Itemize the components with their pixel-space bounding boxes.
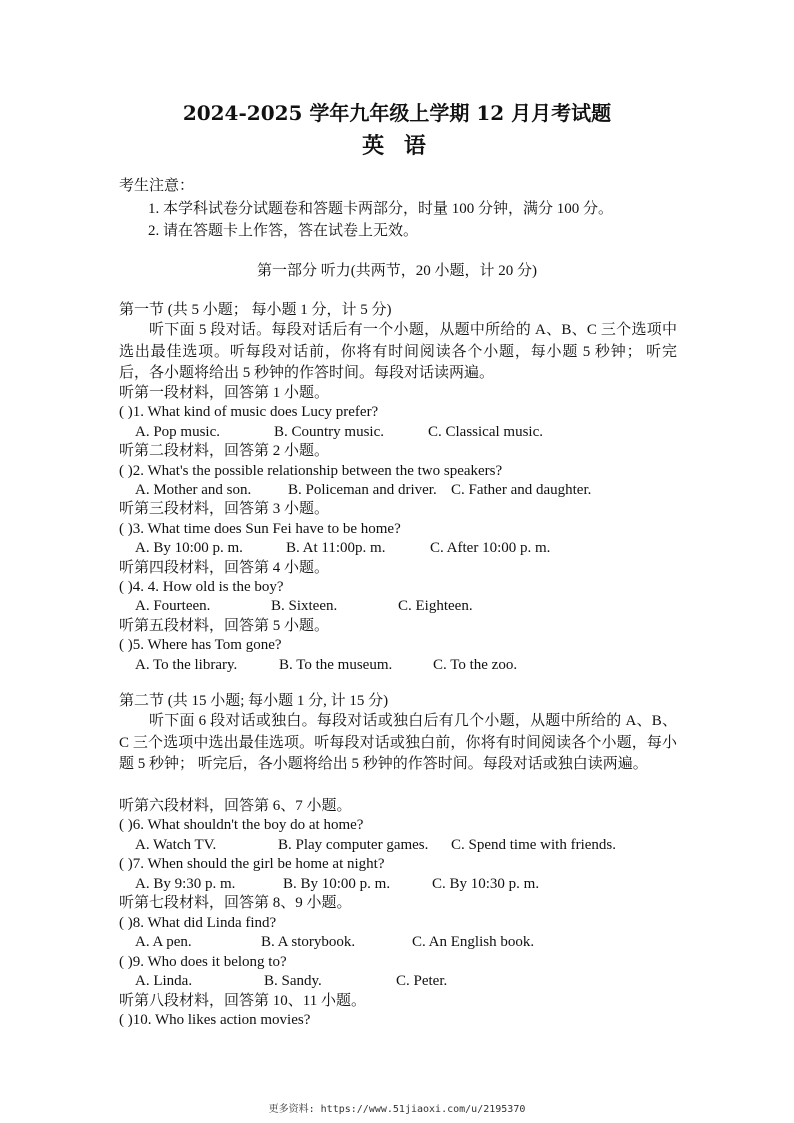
answer-option: A. Linda.: [135, 973, 193, 990]
answer-option: B. Policeman and driver.: [288, 482, 437, 498]
section2-instructions: 听下面 6 段对话或独白。每段对话或独白后有几个小题，从题中所给的 A、B、C 三个选项中选出最佳选项。听每段对话或独白前，你将有时间阅读各个小题，每小题 5 秒钟； 听完后，各小题将给出 5 秒钟的作答时间。每段对话或独白读两遍。: [119, 713, 677, 772]
listening-instruction: 听第一段材料，回答第 1 小题。: [119, 385, 330, 401]
notice-heading: 考生注意：: [119, 178, 195, 194]
listening-instruction: 听第七段材料，回答第 8、9 小题。: [119, 895, 352, 912]
answer-option: C. Father and daughter.: [451, 482, 592, 498]
answer-option: B. A storybook.: [261, 934, 356, 951]
question-line: ( )10. Who likes action movies?: [119, 1011, 311, 1028]
listening-instruction: 听第五段材料，回答第 5 小题。: [119, 617, 330, 634]
notice-item-1: 1. 本学科试卷分试题卷和答题卡两部分，时量 100 分钟，满分 100 分。: [148, 201, 614, 217]
question-line: ( )8. What did Linda find?: [119, 914, 277, 931]
answer-option: C. Eighteen.: [398, 598, 473, 615]
subject-title: 英 语: [362, 133, 432, 159]
answer-option: A. A pen.: [135, 934, 192, 951]
section1-heading: 第一节 (共 5 小题； 每小题 1 分，计 5 分): [119, 302, 392, 318]
answer-option: B. Country music.: [274, 423, 385, 440]
answer-option: A. To the library.: [135, 656, 238, 673]
part1-heading: 第一部分 听力(共两节，20 小题，计 20 分): [257, 263, 537, 279]
answer-option: C. Classical music.: [428, 423, 543, 440]
answer-option: C. Spend time with friends.: [451, 836, 616, 853]
question-line: ( )6. What shouldn't the boy do at home?: [119, 817, 364, 834]
answer-option: A. Watch TV.: [135, 836, 217, 853]
answer-option: B. Play computer games.: [278, 836, 429, 853]
answer-option: B. By 10:00 p. m.: [283, 875, 391, 892]
listening-instruction: 听第三段材料，回答第 3 小题。: [119, 501, 330, 518]
answer-option: A. By 9:30 p. m.: [135, 875, 236, 892]
section2-heading: 第二节 (共 15 小题; 每小题 1 分, 计 15 分): [119, 693, 389, 709]
listening-instruction: 听第二段材料，回答第 2 小题。: [119, 443, 330, 460]
answer-option: C. By 10:30 p. m.: [432, 875, 540, 892]
question-line: ( )2. What's the possible relationship between the two speakers?: [119, 462, 503, 479]
answer-option: A. Mother and son.: [135, 482, 252, 498]
question-line: ( )3. What time does Sun Fei have to be home?: [119, 520, 401, 537]
answer-option: B. Sixteen.: [271, 598, 338, 615]
listening-instruction: 听第六段材料，回答第 6、7 小题。: [119, 798, 352, 814]
answer-option: C. To the zoo.: [433, 656, 518, 673]
question-line: ( )9. Who does it belong to?: [119, 953, 287, 970]
answer-option: A. By 10:00 p. m.: [135, 540, 243, 557]
answer-option: B. At 11:00p. m.: [286, 540, 386, 557]
notice-item-2: 2. 请在答题卡上作答，答在试卷上无效。: [148, 223, 419, 239]
question-line: ( )1. What kind of music does Lucy prefer?: [119, 404, 379, 421]
answer-option: C. Peter.: [396, 973, 448, 990]
answer-option: A. Fourteen.: [135, 598, 211, 615]
question-line: ( )7. When should the girl be home at night?: [119, 856, 385, 873]
question-line: ( )4. 4. How old is the boy?: [119, 579, 284, 595]
answer-option: B. To the museum.: [279, 656, 393, 673]
answer-option: C. After 10:00 p. m.: [430, 540, 551, 557]
exam-title: 2024-2025 学年九年级上学期 12 月月考试题: [182, 101, 612, 125]
listening-instruction: 听第八段材料，回答第 10、11 小题。: [119, 992, 366, 1009]
section1-instructions: 听下面 5 段对话。每段对话后有一个小题，从题中所给的 A、B、C 三个选项中选出最佳选项。听每段对话前，你将有时间阅读各个小题，每小题 5 秒钟； 听完后，各小题将给出 5 秒钟的作答时间。每段对话读两遍。: [119, 322, 677, 381]
question-line: ( )5. Where has Tom gone?: [119, 637, 282, 654]
footer-link[interactable]: 更多资料: https://www.51jiaoxi.com/u/2195370: [268, 1104, 526, 1115]
answer-option: C. An English book.: [412, 934, 535, 951]
listening-instruction: 听第四段材料，回答第 4 小题。: [119, 559, 330, 576]
answer-option: A. Pop music.: [135, 423, 221, 440]
answer-option: B. Sandy.: [264, 973, 322, 990]
